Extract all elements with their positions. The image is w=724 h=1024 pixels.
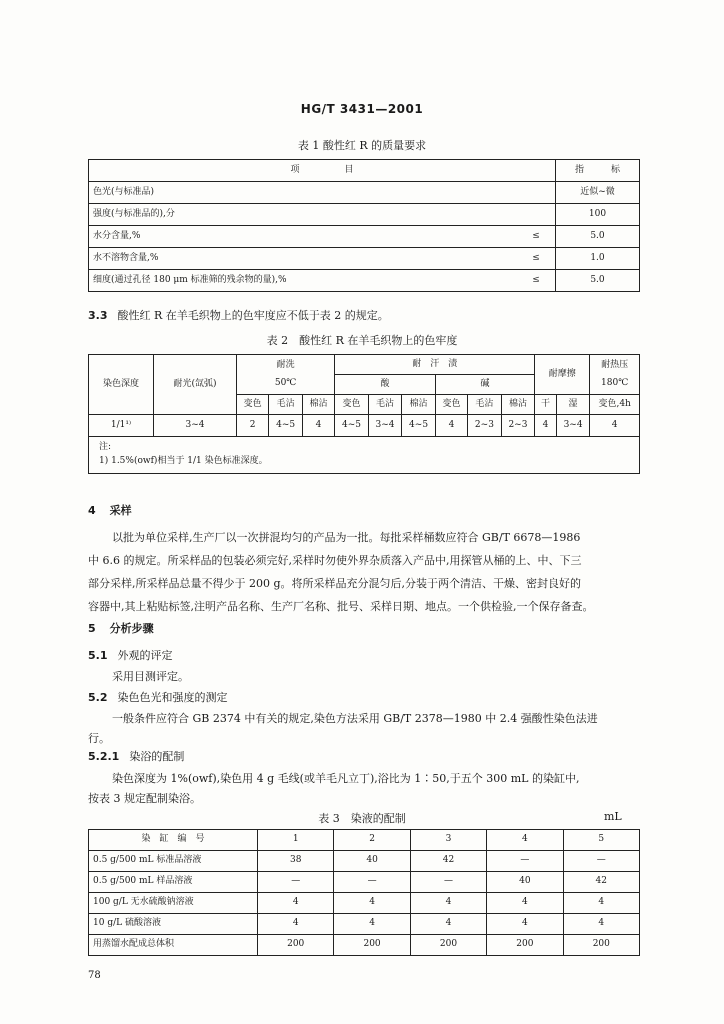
table2-cell-light: 3~4 [154,415,237,437]
table2-cell: 2 [237,415,269,437]
table1-cell-value: 近似~微 [555,182,639,204]
table2-sub: 变色 [335,395,369,415]
table3-cell: — [563,851,639,872]
section-4-title: 采样 [109,504,132,517]
section-4-line: 以批为单位采样,生产厂以一次拼混均匀的产品为一批。每批采样桶数应符合 GB/T 6678—1986 [112,531,581,544]
table3 [88,829,640,956]
table2-sub: 棉沾 [402,395,436,415]
table1-cell-item: 水不溶物含量,% [89,248,517,270]
table-row [89,872,640,893]
table3-cell: 38 [258,851,334,872]
table1-cell-value: 5.0 [555,226,639,248]
section-3-3-num: 3.3 [88,309,108,322]
table3-cell: 42 [563,872,639,893]
table3-head: 染 缸 编 号 [89,830,258,851]
table2 [88,354,640,474]
section-5-2-title: 染色色光和强度的测定 [117,691,228,704]
section-4-line: 部分采样,所采样品总量不得少于 200 g。将所采样品充分混匀后,分装于两个清洁、干燥、密封良好的 [88,577,582,590]
table3-cell: — [410,872,486,893]
table-row [89,935,640,956]
table3-cell: 42 [410,851,486,872]
table3-cell: 200 [563,935,639,956]
table3-head: 1 [258,830,334,851]
section-5-2-num: 5.2 [88,691,108,704]
table2-sub: 变色 [435,395,467,415]
table2-sub: 棉沾 [501,395,535,415]
table2-head-press-temp: 180℃ [601,377,629,388]
table2-sub: 毛沾 [269,395,303,415]
table2-note-row [89,437,640,474]
table3-cell-label: 0.5 g/500 mL 标准品溶液 [89,851,258,872]
table2-sub: 棉沾 [302,395,334,415]
section-4-line: 容器中,其上粘贴标签,注明产品名称、生产厂名称、批号、采样日期、地点。一个供检验,一个保存备查。 [88,600,594,613]
section-5-num: 5 [88,622,96,635]
table2-sub: 湿 [556,395,590,415]
table3-head: 4 [487,830,563,851]
table-row [89,851,640,872]
table2-note-text: 1) 1.5%(owf)相当于 1/1 染色标准深度。 [99,456,268,466]
table-row [89,226,640,248]
section-5-2-heading [88,689,228,705]
section-5-1-text: 采用目测评定。 [112,670,189,683]
table1-header-row [89,160,640,182]
table1-cell-sign [517,204,556,226]
table2-head-press [590,355,640,395]
section-5-2-1-title: 染浴的配制 [129,750,185,763]
table2-cell: 4 [590,415,640,437]
table3-cell: 200 [487,935,563,956]
table2-head-sweat: 耐 汗 渍 [335,355,535,375]
section-3-3 [88,304,389,327]
table1-cell-sign: ≤ [517,248,556,270]
table1-cell-sign [517,182,556,204]
table3-cell-label: 0.5 g/500 mL 样品溶液 [89,872,258,893]
section-4-heading [88,502,132,518]
table2-head-wash [237,355,335,395]
table3-cell: — [334,872,410,893]
section-5-2-line-2: 行。 [88,732,110,745]
table3-caption: 表 3 染液的配制 [318,812,406,825]
table1-cell-sign: ≤ [517,226,556,248]
table2-cell: 4~5 [335,415,369,437]
table3-cell: 4 [410,893,486,914]
section-5-2-1-heading [88,748,184,764]
table3-head: 2 [334,830,410,851]
table2-sub: 干 [535,395,557,415]
table2-head-press-label: 耐热压 [601,359,629,370]
table3-cell: 4 [258,893,334,914]
table2-cell: 4~5 [269,415,303,437]
table1-head-item: 项 目 [89,160,556,182]
table3-cell: 4 [334,893,410,914]
section-5-1-heading [88,647,173,663]
table2-head-light: 耐光(氙弧) [154,355,237,415]
table1-head-index: 指 标 [555,160,639,182]
table1 [88,159,640,292]
table3-cell: — [487,851,563,872]
table2-note-label: 注: [99,442,112,453]
table3-cell: 4 [334,914,410,935]
table3-cell: 4 [487,914,563,935]
table1-cell-sign: ≤ [517,270,556,292]
table2-header-row-1 [89,355,640,375]
table3-cell: 4 [258,914,334,935]
table2-cell-depth: 1/1¹⁾ [89,415,154,437]
table3-cell: — [258,872,334,893]
table3-cell-label: 用蒸馏水配成总体积 [89,935,258,956]
table-row [89,893,640,914]
table2-cell: 2~3 [468,415,502,437]
table3-header-row [89,830,640,851]
table2-sub: 变色,4h [590,395,640,415]
section-5-2-1-num: 5.2.1 [88,750,120,763]
table-row [89,248,640,270]
table2-head-wash-label: 耐洗 [276,359,295,370]
table1-cell-item: 细度(通过孔径 180 μm 标准筛的残余物的量),% [89,270,517,292]
table-row [89,270,640,292]
table-row [89,204,640,226]
table1-cell-value: 5.0 [555,270,639,292]
section-5-1-num: 5.1 [88,649,108,662]
section-3-3-text: 酸性红 R 在羊毛织物上的色牢度应不低于表 2 的规定。 [117,309,389,322]
table1-cell-item: 水分含量,% [89,226,517,248]
table2-cell: 4~5 [402,415,436,437]
table3-cell: 4 [410,914,486,935]
table3-cell: 200 [410,935,486,956]
page-number: 78 [88,970,101,981]
table3-cell: 4 [487,893,563,914]
table1-caption: 表 1 酸性红 R 的质量要求 [297,139,427,152]
table2-note [89,437,640,474]
table3-cell: 40 [334,851,410,872]
table2-caption: 表 2 酸性红 R 在羊毛织物上的色牢度 [266,334,458,347]
table2-cell: 3~4 [368,415,402,437]
table2-sub: 毛沾 [468,395,502,415]
document-header: HG/T 3431—2001 [300,102,424,116]
section-5-1-title: 外观的评定 [117,649,173,662]
table2-sub: 毛沾 [368,395,402,415]
table3-unit: mL [604,810,622,823]
table-row [89,415,640,437]
table-row [89,182,640,204]
section-5-heading [88,620,154,636]
table-row [89,914,640,935]
table1-cell-value: 100 [555,204,639,226]
table1-cell-value: 1.0 [555,248,639,270]
table3-cell: 4 [563,893,639,914]
table2-cell: 4 [435,415,467,437]
section-5-2-line-1: 一般条件应符合 GB 2374 中有关的规定,染色方法采用 GB/T 2378—1980 中 2.4 强酸性染色法进 [112,712,598,725]
table2-head-rub: 耐摩擦 [535,355,590,395]
table1-cell-item: 强度(与标准品的),分 [89,204,517,226]
table2-head-wash-temp: 50℃ [274,377,297,388]
section-5-2-1-line-2: 按表 3 规定配制染浴。 [88,792,201,805]
table3-cell: 40 [487,872,563,893]
table3-cell: 200 [334,935,410,956]
table2-cell: 2~3 [501,415,535,437]
table1-cell-item: 色光(与标准品) [89,182,517,204]
table2-cell: 4 [535,415,557,437]
table2-cell: 4 [302,415,334,437]
table3-cell: 4 [563,914,639,935]
table3-cell: 200 [258,935,334,956]
table2-head-depth: 染色深度 [89,355,154,415]
section-4-num: 4 [88,504,96,517]
table3-head: 5 [563,830,639,851]
table2-sub: 变色 [237,395,269,415]
section-4-body [88,526,660,618]
section-4-line: 中 6.6 的规定。所采样品的包装必须完好,采样时勿使外界杂质落入产品中,用探管从桶的上、中、下三 [88,554,582,567]
table2-head-alkali: 碱 [435,375,534,395]
table3-cell-label: 100 g/L 无水硫酸钠溶液 [89,893,258,914]
table3-head: 3 [410,830,486,851]
table2-cell: 3~4 [556,415,590,437]
section-5-title: 分析步骤 [109,622,154,635]
section-5-2-1-line-1: 染色深度为 1%(owf),染色用 4 g 毛线(或羊毛凡立丁),浴比为 1∶50,于五个 300 mL 的染缸中, [112,772,580,785]
table3-cell-label: 10 g/L 硫酸溶液 [89,914,258,935]
table2-head-acid: 酸 [335,375,436,395]
